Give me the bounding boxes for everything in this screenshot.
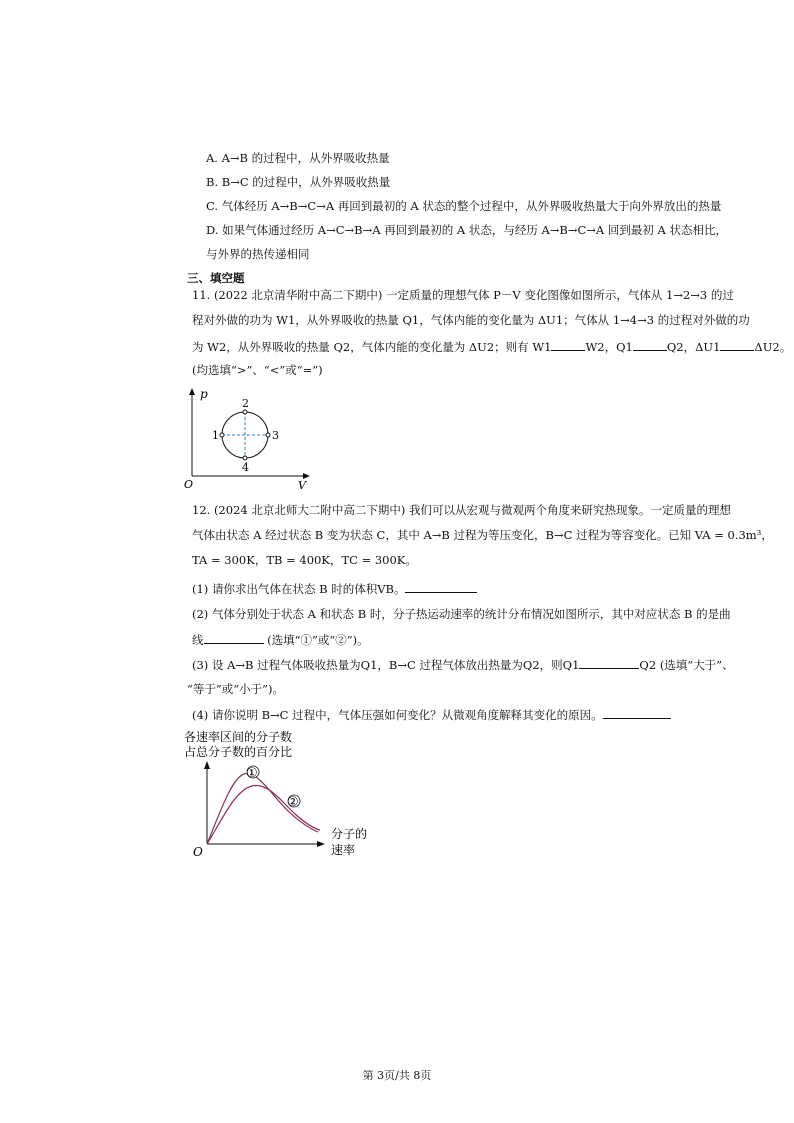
q11-note: (均选填“>”、“<”或“=”) [192, 363, 323, 377]
q12-sub3b: “等于”或“小于”)。 [187, 682, 285, 696]
q12-sub4-text: (4) 请你说明 B→C 过程中，气体压强如何变化？从微观角度解释其变化的原因。 [192, 708, 603, 722]
q12-blank-4[interactable] [603, 706, 671, 719]
q12-sub3a-pre: (3) 设 A→B 过程气体吸收热量为Q1，B→C 过程气体放出热量为Q2，则Q1 [192, 658, 580, 672]
speed-distribution-diagram [180, 728, 380, 863]
q11-line1: 11. (2022 北京清华附中高二下期中) 一定质量的理想气体 P－V 变化图像如图所示，气体从 1→2→3 的过 [192, 288, 734, 302]
q12-sub2b [192, 631, 369, 648]
x-label-line1: 分子的 [331, 827, 368, 841]
x-label-line2: 速率 [331, 843, 356, 857]
option-a: A. A→B 的过程中，从外界吸收热量 [206, 151, 390, 165]
q12-blank-1[interactable] [405, 580, 477, 593]
curve-1 [207, 774, 318, 844]
q12-sub3a-post: Q2 (选填“大于”、 [639, 658, 734, 672]
point-2-label: 2 [242, 397, 249, 410]
q12-line2: 气体由状态 A 经过状态 B 变为状态 C，其中 A→B 过程为等压变化，B→C 过程为等容变化。已知 VA = 0.3m³， [192, 528, 773, 542]
origin-label: O [184, 478, 194, 491]
page-footer: 第 3页/共 8页 [362, 1069, 432, 1082]
point-1 [220, 433, 224, 437]
curve-2-label: ② [287, 795, 299, 810]
option-d-line1: D. 如果气体通过经历 A→C→B→A 再回到最初的 A 状态，与经历 A→B→C→A 回到最初 A 状态相比， [206, 223, 728, 237]
option-b: B. B→C 的过程中，从外界吸收热量 [206, 175, 391, 189]
q11-line3-a: 为 W2，从外界吸收的热量 Q2，气体内能的变化量为 ΔU2；则有 W1 [192, 340, 552, 354]
v-axis-label: V [298, 479, 306, 492]
section-title: 三、填空题 [187, 271, 245, 285]
p-axis-arrow [189, 388, 195, 395]
y-label-line1: 各速率区间的分子数 [184, 730, 293, 744]
p-axis-label: p [200, 387, 208, 401]
curve-1-label: ① [246, 766, 258, 781]
q11-line3-c: Q2，ΔU1 [666, 340, 721, 354]
option-c: C. 气体经历 A→B→C→A 再回到最初的 A 状态的整个过程中，从外界吸收热量大于向外界放出的热量 [206, 199, 722, 213]
q11-blank-1[interactable] [551, 338, 585, 351]
point-2 [243, 410, 247, 414]
q11-line3-d: ΔU2。 [754, 340, 792, 354]
point-4-label: 4 [242, 461, 249, 474]
q11-blank-3[interactable] [720, 338, 754, 351]
q12-sub2a: (2) 气体分别处于状态 A 和状态 B 时，分子热运动速率的统计分布情况如图所示，其中对应状态 B 的是曲 [192, 607, 731, 621]
curve-2 [207, 785, 320, 844]
q12-blank-2[interactable] [204, 631, 264, 644]
q12-sub2b-post: (选填“①”或“②”)。 [263, 633, 369, 647]
q12-sub1 [192, 580, 477, 597]
origin-label: O [193, 845, 203, 859]
q11-blank-2[interactable] [633, 338, 667, 351]
q12-sub2b-pre: 线 [192, 633, 204, 647]
q11-line2: 程对外做的功为 W1，从外界吸收的热量 Q1，气体内能的变化量为 ΔU1；气体从 1→4→3 的过程对外做的功 [192, 313, 750, 327]
q12-sub1-text: (1) 请你求出气体在状态 B 时的体积VB。 [192, 582, 406, 596]
y-axis-arrow [204, 761, 210, 769]
q12-sub4 [192, 706, 671, 723]
option-d-line2: 与外界的热传递相同 [206, 247, 310, 261]
point-4 [243, 456, 247, 460]
point-3 [266, 433, 270, 437]
y-label-line2: 占总分子数的百分比 [184, 745, 293, 759]
q12-sub3a [192, 656, 734, 673]
q11-line3-b: W2，Q1 [585, 340, 633, 354]
x-axis-arrow [317, 841, 325, 847]
q12-line3: TA = 300K，TB = 400K，TC = 300K。 [192, 553, 417, 567]
q12-line1: 12. (2024 北京北师大二附中高二下期中) 我们可以从宏观与微观两个角度来研究热现象。一定质量的理想 [192, 503, 731, 517]
q11-line3 [192, 338, 791, 355]
point-3-label: 3 [272, 429, 279, 442]
pv-diagram [180, 384, 320, 492]
point-1-label: 1 [212, 429, 219, 442]
q12-blank-3[interactable] [579, 656, 639, 669]
